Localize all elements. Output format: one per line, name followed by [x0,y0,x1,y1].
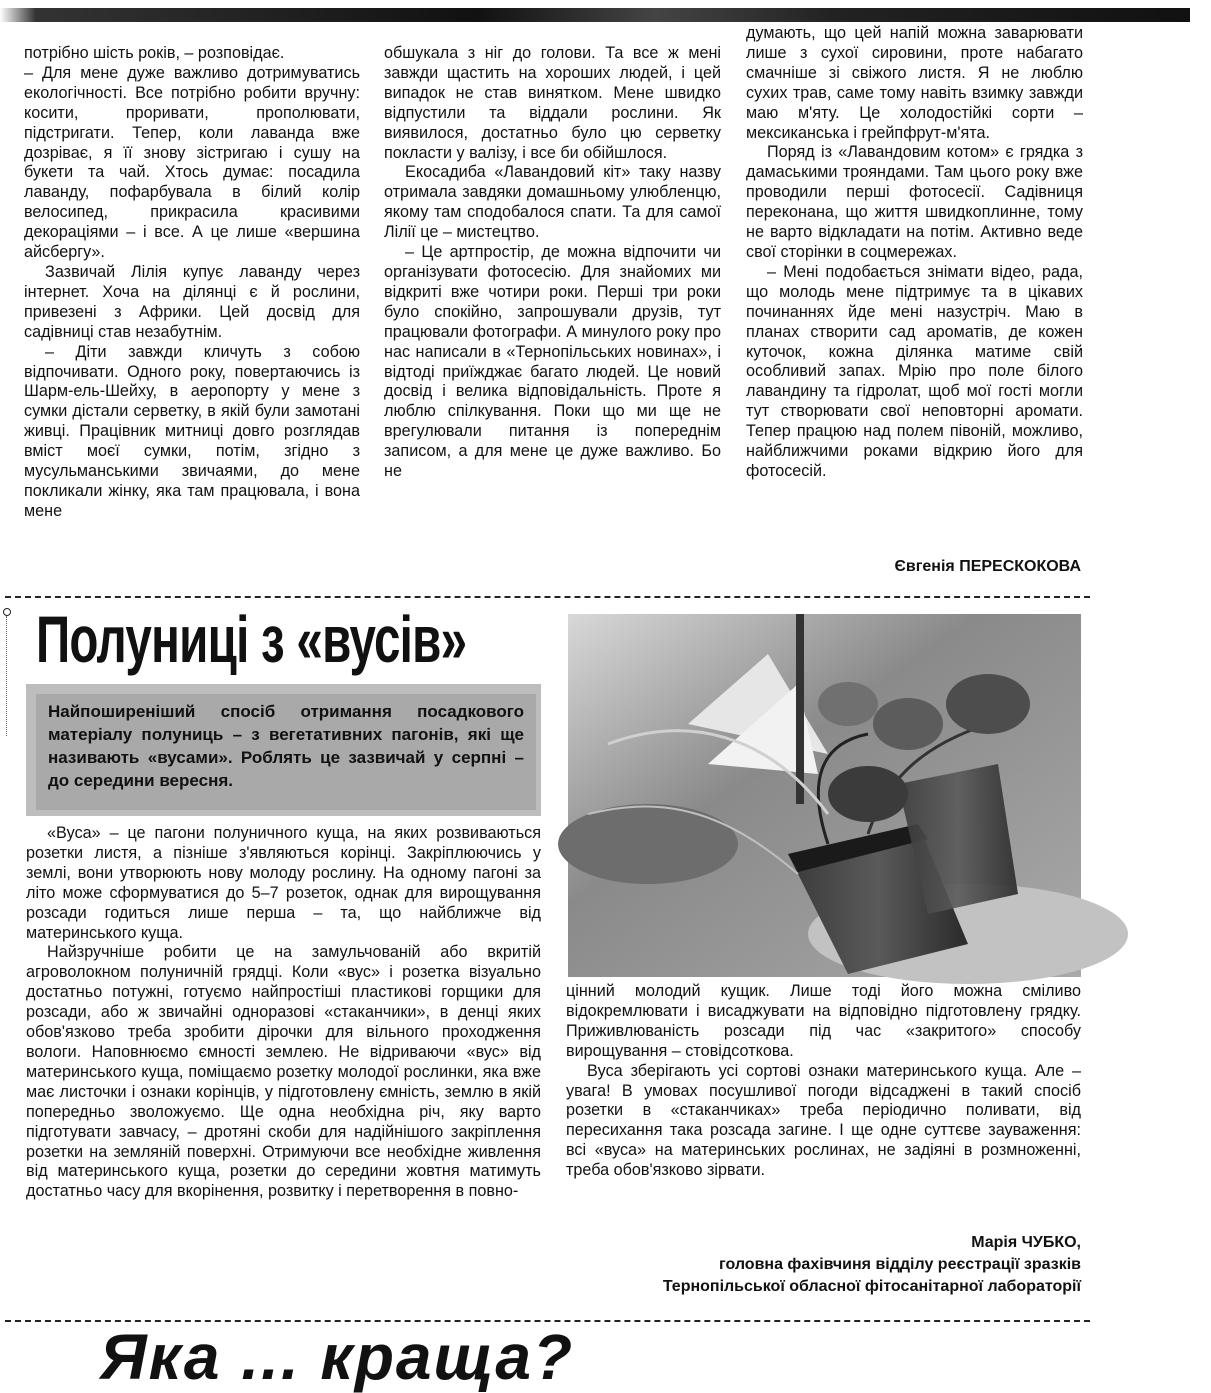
author-name: Марія ЧУБКО, [971,1234,1081,1251]
paragraph: «Вуса» – це пагони полуничного куща, на яких розвиваються розетки листя, а пізніше з'являються корінці. Закріплюючись у землі, вони утворюють нову молоду рослину. На одному пагоні за літо може сформуватися до 5–7 розеток, однак для вирощування розсади годиться лише перша – та, що найближче від материнського куща. [26,824,541,942]
paragraph: Найзручніше робити це на замульчованій або вкритій агроволокном полуничній грядці. Коли «вус» і розетка візуально достатньо потужні, готуємо найпростіші пластикові горщики для розсади, або ж звичайні одноразові «стаканчики», в денці яких обов'язково треба зробити дірочки для вільного проходження вологи. Наповнюємо ємності землею. Не відриваючи «вус» від материнського куща, поміщаємо розетку молодої рослинки, яка вже має листочки і ознаки корінців, у підготовлену ємність, землю в якій попередньо зволожуємо. Ще одна необхідна річ, яку варто підготувати завчасу, – дротяні скоби для надійнішого закріплення розетки на земляній поверхні. Отримуючи все необхідне живлення від материнського куща, розетки до середини жовтня матимуть достатньо часу для вкорінення, розвитку і перетворення в повно- [26,943,541,1201]
next-article-headline-cropped: Яка ... краща? [100,1321,575,1393]
paragraph: – Діти завжди кличуть з собою відпочивати. Одного року, повертаючись із Шарм-ель-Шейху, в аеропорту у мене з сумки дістали серветку, в якій були замотані живці. Працівник митниці довго розглядав вміст моєї сумки, потім, згідно з мусульманськими звичаями, до мене покликали жінку, яка там працювала, і вона мене [24,342,360,520]
section-marker-line [6,616,7,736]
paragraph: Вуса зберігають усі сортові ознаки материнського куща. Але – увага! В умовах посушливої погоди відсаджені в такий спосіб розетки в «стаканчиках» треба періодично поливати, від пересихання така розсада загине. І ще одне суттєве зауваження: всі «вуса» на материнських рослинах, не задіяні в розмноженні, треба обов'язково зірвати. [566,1061,1081,1180]
article-headline: Полуниці з «вусів» [36,602,467,676]
paragraph: Поряд із «Лавандовим котом» є грядка з дамаськими трояндами. Там цього року вже проводили перші фотосесії. Садівниця переконана, що життя швидкоплинне, тому не варто відкладати на потім. Активно веде свої сторінки в соцмережах. [746,143,1083,261]
paragraph: думають, що цей напій можна заварювати лише з сухої сировини, проте набагато смачніше зі свіжого листя. Я не люблю сухих трав, саме тому навіть взимку завжди маю м'яту. Це холодостійкі сорти – мексиканська і грейпфрут-м'ята. [746,24,1083,142]
paragraph: Зазвичай Лілія купує лаванду через інтернет. Хоча на ділянці є й рослини, привезені з Африки. Цей досвід для садівниці став незабутнім. [24,262,360,341]
paragraph: цінний молодий кущик. Лише тоді його можна сміливо відокремлювати і висаджувати на відповідно підготовлену грядку. Приживлюваність розсади під час «закритого» способу вирощування – стовідсоткова. [566,982,1081,1060]
paragraph: Екосадиба «Лавандовий кіт» таку назву отримала завдяки домашньому улюбленцю, якому там сподобалося спати. Та для самої Лілії це – мистецтво. [384,163,721,242]
main-article-column-left [26,824,541,1202]
paragraph: – Мені подобається знімати відео, рада, що молодь мене підтримує та в цікавих починаннях йде мені назустріч. Маю в планах створити сад ароматів, де кожен куточок, кожна ділянка матиме свій особливий запах. Мрію про поле білого лавандину та гідролат, щоб мої гості могли тут створювати свої неповторні аромати. Тепер працюю над полем півоній, можливо, найближчими роками відкрию його для фотосесій. [746,262,1083,480]
paragraph: – Для мене дуже важливо дотримуватись екологічності. Все потрібно робити вручну: косити, проривати, прополювати, підстригати. Тепер, коли лаванда вже дозріває, я її знову зістригаю і сушу на букети та чай. Хтось думає: посадила лаванду, пофарбувала в білий колір велосипед, прикрасила красивими декораціями – і все. А це лише «вершина айсбергу». [24,63,360,262]
top-article-column-2 [384,44,721,482]
top-article-column-3 [746,24,1083,482]
paragraph: потрібно шість років, – розповідає. [24,44,285,62]
main-article-byline [566,1232,1081,1298]
section-marker-icon [3,608,11,616]
top-article-column-1 [24,44,360,522]
paragraph: обшукала з ніг до голови. Та все ж мені завжди щастить на хороших людей, і цей випадок не став винятком. Мене швидко відпустили та віддали рослини. Як виявилося, достатньо було цю серветку покласти у валізу, і все би обійшлося. [384,44,721,162]
paragraph: – Це артпростір, де можна відпочити чи організувати фотосесію. Для знайомих ми відкриті вже чотири роки. Перші три роки було спокійно, запрошували друзів, тут працювали фотографи. А минулого року про нас написали в «Тернопільських новинах», і відтоді приїжджає багато людей. Це новий досвід і велика відповідальність. Проте я люблю спілкування. Поки що ми ще не врегулювали питання із попереднім записом, а для мене це дуже важливо. Бо не [384,243,721,481]
lead-text: Найпоширеніший спосіб отримання посадкового матеріалу полуниць – з вегетативних пагонів, які ще називають «вусами». Роблять це зазвичай у серпні – до середини вересня. [48,702,524,790]
author-position: головна фахівчиня відділу реєстрації зразків [719,1256,1081,1273]
strawberry-seedling-photo [568,614,1081,977]
top-article-byline: Євгенія ПЕРЕСКОКОВА [894,558,1081,575]
torn-header-band [0,8,1190,22]
main-article-column-right [566,982,1081,1181]
photo-illustration [568,614,1081,977]
section-divider [5,596,1090,598]
author-organization: Тернопільської обласної фітосанітарної лабораторії [662,1278,1081,1295]
